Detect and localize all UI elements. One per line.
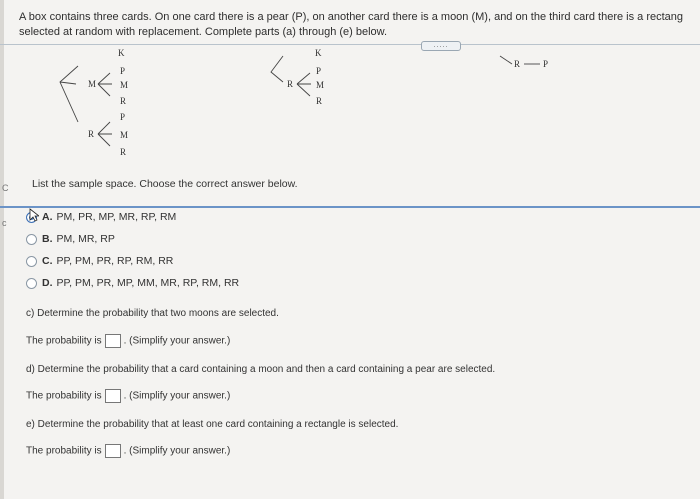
radio-button[interactable] xyxy=(26,278,37,289)
choice-a[interactable] xyxy=(26,211,176,227)
more-button[interactable]: ..... xyxy=(421,41,461,51)
part-e-question: e) Determine the probability that at least one card containing a rectangle is selected. xyxy=(26,419,399,430)
answer-suffix: . (Simplify your answer.) xyxy=(123,335,231,347)
part-e-answer xyxy=(26,444,230,458)
part-c-answer xyxy=(26,334,230,348)
answer-suffix: . (Simplify your answer.) xyxy=(123,390,231,402)
answer-prefix: The probability is xyxy=(26,335,102,347)
part-d-question: d) Determine the probability that a card containing a moon and then a card containing a pear are selected. xyxy=(26,364,496,375)
tree-label: P xyxy=(120,66,126,76)
answer-prefix: The probability is xyxy=(26,445,102,457)
choice-b[interactable] xyxy=(26,233,115,249)
tree-label: R xyxy=(120,147,127,157)
choice-text: PP, PM, PR, RP, RM, RR xyxy=(56,255,174,267)
choice-letter: D. xyxy=(42,277,53,289)
tree-label: R xyxy=(514,59,521,69)
tree-label: R xyxy=(316,96,323,106)
answer-prefix: The probability is xyxy=(26,390,102,402)
radio-button[interactable] xyxy=(26,256,37,267)
tree-label: R xyxy=(88,129,95,139)
choice-text: PM, MR, RP xyxy=(56,233,115,245)
tree-diagram-area xyxy=(0,48,700,168)
problem-line-2: selected at random with replacement. Complete parts (a) through (e) below. xyxy=(19,26,388,38)
tree-label: R xyxy=(287,79,294,89)
choices-divider xyxy=(0,206,700,208)
answer-input[interactable] xyxy=(105,444,121,458)
choice-letter: B. xyxy=(42,233,53,245)
choice-text: PM, PR, MP, MR, RP, RM xyxy=(56,211,177,223)
tree-label: M xyxy=(120,130,129,140)
tree-label: K xyxy=(118,48,125,58)
tree-label: M xyxy=(120,80,129,90)
divider xyxy=(0,44,700,45)
choice-c[interactable] xyxy=(26,255,173,271)
answer-suffix: . (Simplify your answer.) xyxy=(123,445,231,457)
choice-letter: A. xyxy=(42,211,53,223)
choice-text: PP, PM, PR, MP, MM, MR, RP, RM, RR xyxy=(56,277,240,289)
choice-d[interactable] xyxy=(26,277,239,293)
answer-input[interactable] xyxy=(105,389,121,403)
tree-label: R xyxy=(120,96,127,106)
tree-lines xyxy=(0,48,700,168)
tree-label: K xyxy=(315,48,322,58)
edge-mark: c xyxy=(2,218,7,228)
radio-button[interactable] xyxy=(26,234,37,245)
tree-label: M xyxy=(88,79,97,89)
sample-space-question: List the sample space. Choose the correct answer below. xyxy=(32,178,298,190)
answer-input[interactable] xyxy=(105,334,121,348)
tree-label: P xyxy=(316,66,322,76)
tree-label: M xyxy=(316,80,325,90)
problem-statement xyxy=(19,10,683,40)
mouse-cursor-icon xyxy=(29,208,39,222)
choice-letter: C. xyxy=(42,255,53,267)
part-c-question: c) Determine the probability that two moons are selected. xyxy=(26,308,279,319)
part-d-answer xyxy=(26,389,230,403)
edge-mark: C xyxy=(2,183,9,193)
problem-line-1: A box contains three cards. On one card there is a pear (P), on another card there is a moon (M), and on the third card there is a rectang xyxy=(19,11,684,23)
tree-label: P xyxy=(543,59,549,69)
tree-label: P xyxy=(120,112,126,122)
